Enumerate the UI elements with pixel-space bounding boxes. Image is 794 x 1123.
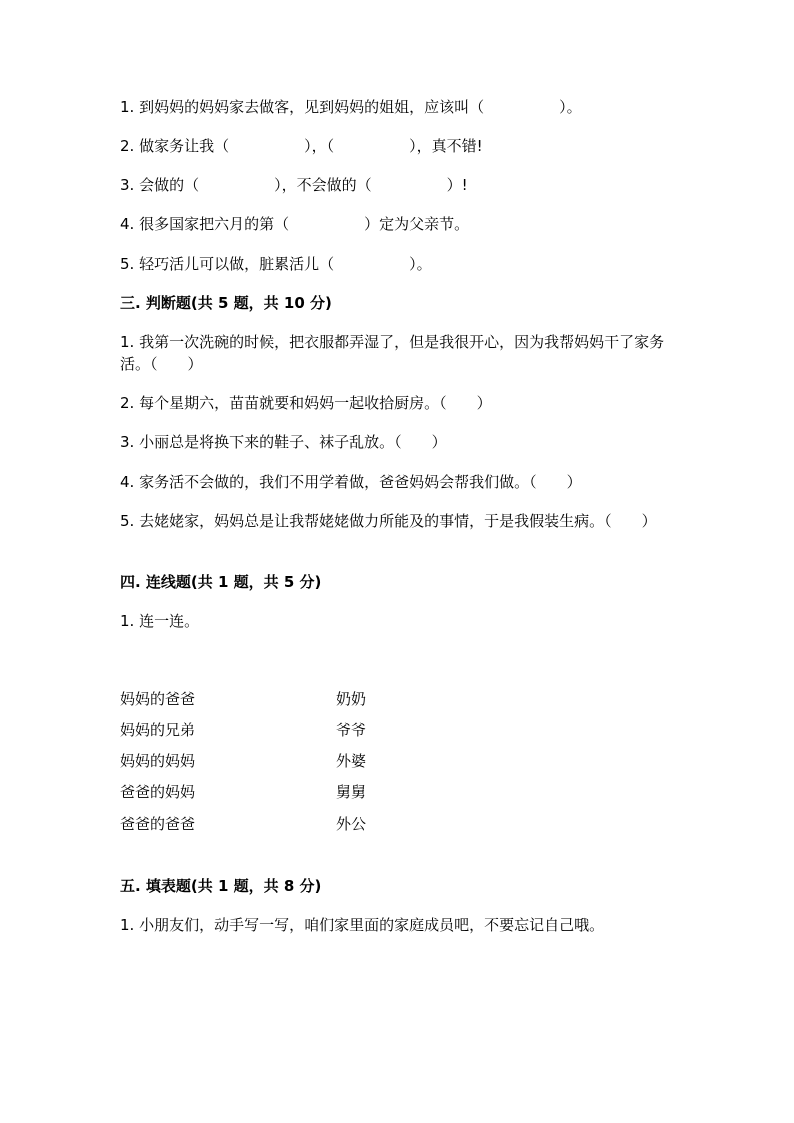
matching-question: 1. 连一连。 <box>120 612 200 630</box>
fill-blank-question-1: 1. 到妈妈的妈妈家去做客，见到妈妈的姐姐，应该叫（ ）。 <box>120 98 582 116</box>
fill-table-question: 1. 小朋友们，动手写一写，咱们家里面的家庭成员吧，不要忘记自己哦。 <box>120 916 605 934</box>
matching-right-item: 外公 <box>336 815 367 833</box>
matching-right-item: 舅舅 <box>336 783 367 801</box>
matching-right-item: 外婆 <box>336 752 367 770</box>
matching-right-item: 奶奶 <box>336 690 367 708</box>
judgement-question-5: 5. 去姥姥家，妈妈总是让我帮姥姥做力所能及的事情，于是我假装生病。（ ） <box>120 512 657 530</box>
matching-right-item: 爷爷 <box>336 721 367 739</box>
matching-left-item: 爸爸的爸爸 <box>120 815 196 833</box>
judgement-question-2: 2. 每个星期六，苗苗就要和妈妈一起收拾厨房。（ ） <box>120 394 492 412</box>
section-heading-matching: 四. 连线题(共 1 题，共 5 分) <box>120 573 322 591</box>
judgement-question-3: 3. 小丽总是将换下来的鞋子、袜子乱放。（ ） <box>120 433 447 451</box>
judgement-question-1: 1. 我第一次洗碗的时候，把衣服都弄湿了，但是我很开心，因为我帮妈妈干了家务活。（ ） <box>120 333 665 373</box>
matching-left-item: 妈妈的妈妈 <box>120 752 196 770</box>
fill-blank-question-5: 5. 轻巧活儿可以做，脏累活儿（ ）。 <box>120 255 432 273</box>
section-heading-fill-table: 五. 填表题(共 1 题，共 8 分) <box>120 877 322 895</box>
fill-blank-question-4: 4. 很多国家把六月的第（ ）定为父亲节。 <box>120 215 470 233</box>
matching-left-item: 妈妈的爸爸 <box>120 690 196 708</box>
matching-left-item: 爸爸的妈妈 <box>120 783 196 801</box>
matching-left-item: 妈妈的兄弟 <box>120 721 196 739</box>
fill-blank-question-2: 2. 做家务让我（ ），（ ），真不错! <box>120 137 483 155</box>
section-heading-judgement: 三. 判断题(共 5 题，共 10 分) <box>120 294 332 312</box>
judgement-question-4: 4. 家务活不会做的，我们不用学着做，爸爸妈妈会帮我们做。（ ） <box>120 473 582 491</box>
fill-blank-question-3: 3. 会做的（ ），不会做的（ ）! <box>120 176 468 194</box>
